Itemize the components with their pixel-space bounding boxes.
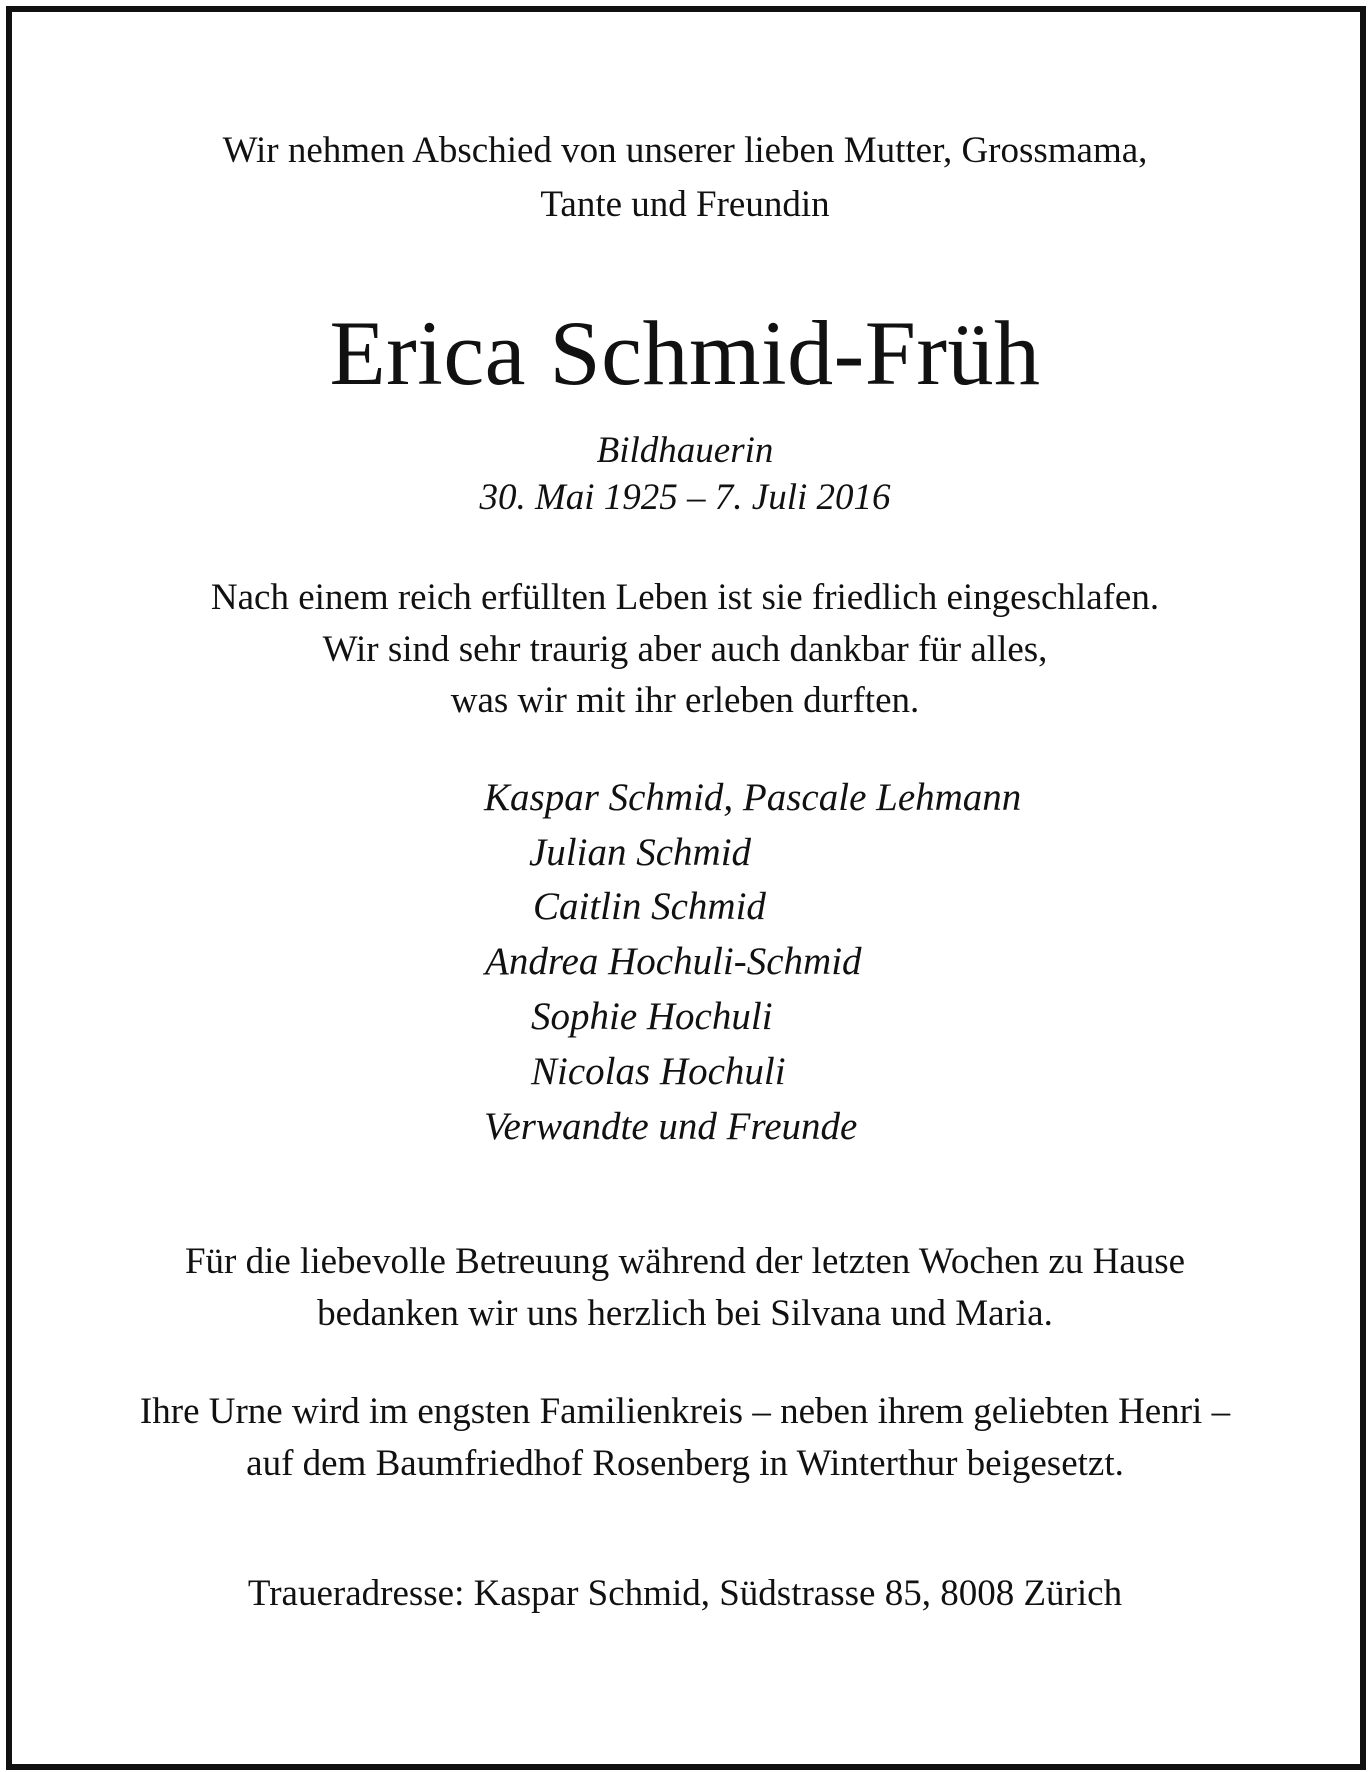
family-member: Andrea Hochuli-Schmid	[485, 940, 862, 983]
family-member: Sophie Hochuli	[531, 995, 773, 1038]
family-member: Verwandte und Freunde	[484, 1105, 858, 1148]
deceased-name: Erica Schmid-Früh	[329, 302, 1041, 404]
mourning-address: Traueradresse: Kaspar Schmid, Südstrasse 85, 8008 Zürich	[247, 1573, 1123, 1614]
intro-line-2: Tante und Freundin	[540, 184, 830, 225]
message-line-3: was wir mit ihr erleben durften.	[450, 680, 920, 721]
family-member: Caitlin Schmid	[533, 885, 766, 928]
deceased-profession: Bildhauerin	[596, 430, 774, 471]
intro-line-1: Wir nehmen Abschied von unserer lieben Mutter, Grossmama,	[222, 130, 1148, 171]
burial-line-1: Ihre Urne wird im engsten Familienkreis – neben ihrem geliebten Henri –	[139, 1391, 1231, 1432]
family-member: Nicolas Hochuli	[531, 1050, 786, 1093]
family-member: Julian Schmid	[529, 831, 752, 874]
message-line-1: Nach einem reich erfüllten Leben ist sie friedlich eingeschlafen.	[210, 577, 1160, 618]
thanks-line-2: bedanken wir uns herzlich bei Silvana und Maria.	[317, 1293, 1053, 1334]
burial-line-2: auf dem Baumfriedhof Rosenberg in Winterthur beigesetzt.	[246, 1443, 1124, 1484]
thanks-line-1: Für die liebevolle Betreuung während der letzten Wochen zu Hause	[184, 1241, 1186, 1282]
family-member: Kaspar Schmid, Pascale Lehmann	[484, 776, 1022, 819]
message-line-2: Wir sind sehr traurig aber auch dankbar für alles,	[322, 629, 1048, 670]
deceased-dates: 30. Mai 1925 – 7. Juli 2016	[479, 477, 891, 518]
